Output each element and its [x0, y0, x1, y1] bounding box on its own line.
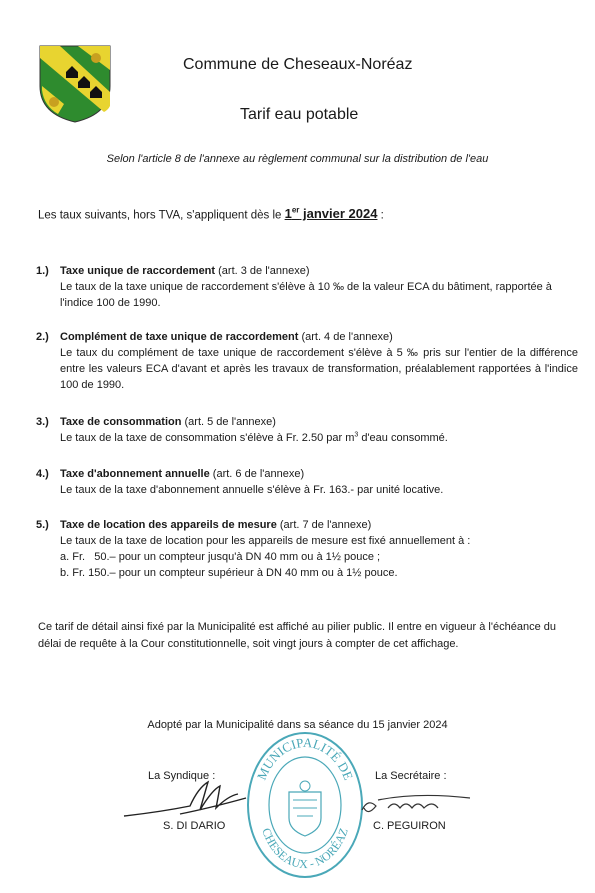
svg-text:MUNICIPALITÉ DE [254, 735, 357, 782]
intro-paragraph [38, 206, 384, 221]
tariff-item-4 [36, 466, 578, 498]
item-body: Le taux du complément de taxe unique de raccordement s'élève à 5 ‰ pris sur l'entier de la différence entre les valeurs ECA d'avant et après les travaux de transformation, préalablement rapportées à l'indice 100 de 1990. [60, 347, 578, 391]
item-heading [60, 329, 578, 345]
syndic-signature-icon [120, 776, 250, 826]
item-heading [60, 466, 578, 482]
item-heading-bold: Taxe de consommation [60, 416, 182, 428]
tariff-item-2 [36, 329, 578, 393]
item-number: 1.) [36, 265, 49, 277]
secretary-role: La Secrétaire : [375, 770, 447, 782]
commune-title: Commune de Cheseaux-Noréaz [183, 56, 413, 73]
item-heading [60, 414, 578, 430]
item-heading-bold: Complément de taxe unique de raccordement [60, 331, 299, 343]
intro-colon: : [377, 209, 384, 222]
item-ref: (art. 5 de l'annexe) [181, 416, 276, 428]
tariff-item-5 [36, 517, 578, 581]
item-body [60, 430, 578, 446]
closing-paragraph: Ce tarif de détail ainsi fixé par la Municipalité est affiché au pilier public. Il entre en vigueur à l'échéance du délai de requête à la Cour constitutionnelle, soit vingt jours à compter de cet affichage. [38, 621, 556, 650]
item-ref: (art. 6 de l'annexe) [209, 468, 305, 480]
item-body-pre: Le taux de la taxe de consommation s'élève à Fr. 2.50 par m [60, 432, 355, 444]
item-number: 3.) [36, 416, 49, 428]
item-number: 4.) [36, 468, 49, 480]
adoption-notice: Adopté par la Municipalité dans sa séance du 15 janvier 2024 [147, 719, 448, 731]
page-title: Tarif eau potable [240, 106, 359, 123]
item-ref: (art. 4 de l'annexe) [298, 331, 393, 343]
stamp-top-text: MUNICIPALITÉ DE [253, 734, 357, 783]
tariff-item-3 [36, 414, 578, 446]
item-heading-bold: Taxe unique de raccordement [60, 265, 216, 277]
item-line-b: b. Fr. 150.– pour un compteur supérieur à DN 40 mm ou à 1½ pouce. [60, 567, 398, 579]
item-ref: (art. 7 de l'annexe) [276, 519, 372, 531]
item-body-sup: 3 [354, 431, 359, 439]
coat-of-arms-icon [38, 44, 112, 124]
syndic-name: S. DI DARIO [163, 820, 226, 832]
item-heading-bold: Taxe de location des appareils de mesure [60, 519, 277, 531]
intro-text: Les taux suivants, hors TVA, s'appliquent dès le [38, 209, 285, 222]
item-line-a: a. Fr. 50.– pour un compteur jusqu'à DN 40 mm ou à 1½ pouce ; [60, 551, 381, 563]
item-ref: (art. 3 de l'annexe) [215, 265, 310, 277]
item-body: Le taux de la taxe unique de raccordement s'élève à 10 ‰ de la valeur ECA du bâtiment, rapportée à l'indice 100 de 1990. [60, 281, 552, 309]
item-heading [60, 263, 578, 279]
item-number: 2.) [36, 331, 49, 343]
secretary-signature-icon [358, 786, 478, 821]
item-heading [60, 517, 578, 533]
secretary-name: C. PEGUIRON [373, 820, 446, 832]
stamp-bottom-text: CHESEAUX - NORÉAZ [259, 826, 351, 872]
date-day: 1 [284, 206, 292, 222]
item-body: Le taux de la taxe de location pour les appareils de mesure est fixé annuellement à : [60, 535, 471, 547]
effective-date [285, 206, 378, 221]
municipal-stamp-icon [245, 730, 365, 880]
syndic-role: La Syndique : [148, 770, 216, 782]
tariff-item-1 [36, 263, 578, 311]
subtitle: Selon l'article 8 de l'annexe au règlement communal sur la distribution de l'eau [106, 153, 489, 165]
item-number: 5.) [36, 519, 49, 531]
item-heading-bold: Taxe d'abonnement annuelle [60, 468, 210, 480]
date-rest: janvier 2024 [299, 206, 378, 222]
item-body: Le taux de la taxe d'abonnement annuelle s'élève à Fr. 163.- par unité locative. [60, 484, 444, 496]
item-body-post: d'eau consommé. [358, 432, 448, 444]
date-superscript: er [291, 206, 300, 215]
